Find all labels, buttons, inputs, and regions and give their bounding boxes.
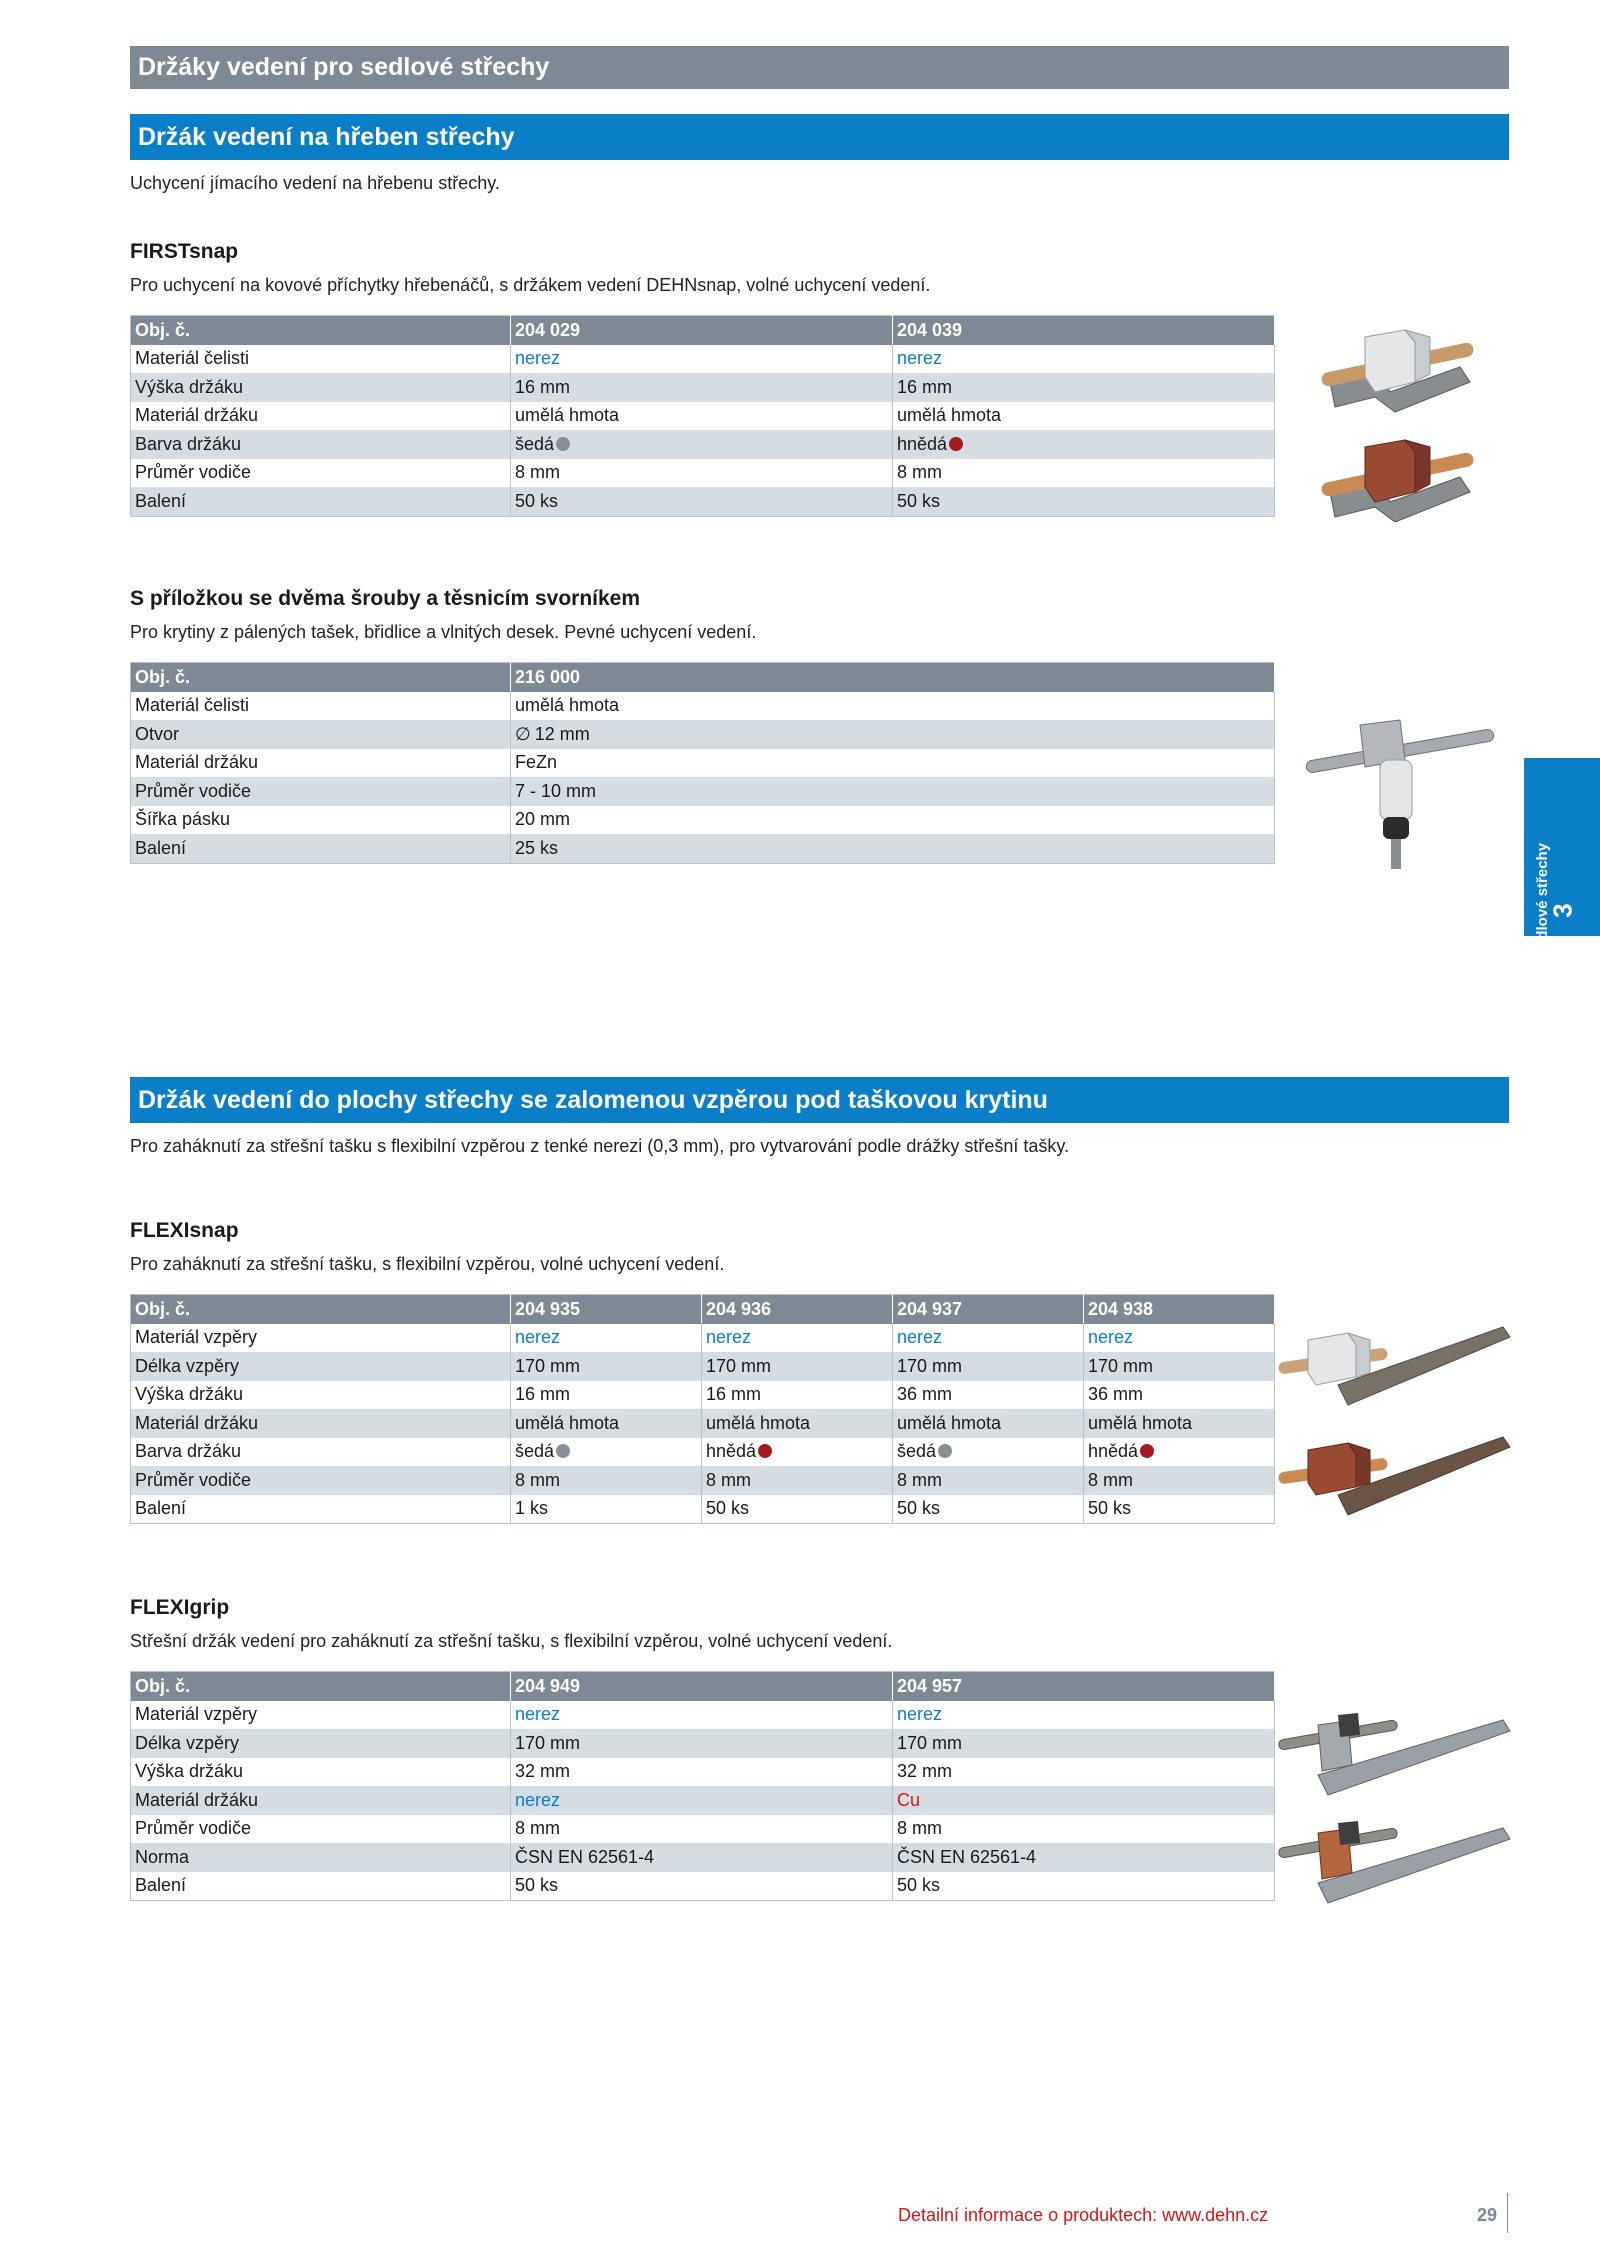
header-cell: 204 029 [511, 316, 893, 345]
cell: 8 mm [893, 459, 1275, 488]
cell: 50 ks [893, 487, 1275, 516]
row-label: Průměr vodiče [131, 1815, 511, 1844]
table-row [131, 1409, 1275, 1438]
header-cell: 216 000 [511, 663, 1275, 692]
cell [893, 430, 1275, 459]
cell: 32 mm [511, 1758, 893, 1787]
table-row [131, 430, 1275, 459]
cell: 25 ks [511, 834, 1275, 863]
cell: nerez [511, 1786, 893, 1815]
firstsnap-desc: Pro uchycení na kovové příchytky hřebenáčů, s držákem vedení DEHNsnap, volné uchycení vedení. [130, 275, 931, 295]
cell: ČSN EN 62561-4 [893, 1843, 1275, 1872]
table-row [131, 345, 1275, 374]
color-text: hnědá [1088, 1441, 1139, 1462]
header-cell: 204 949 [511, 1672, 893, 1701]
cell: Cu [893, 1786, 1275, 1815]
row-label: Výška držáku [131, 1381, 511, 1410]
clamp-product-image [1305, 705, 1495, 875]
grey-flexisnap-illustration [1278, 1327, 1510, 1405]
table-row [131, 1786, 1275, 1815]
table-row [131, 1758, 1275, 1787]
cell: umělá hmota [511, 1409, 702, 1438]
cell: umělá hmota [511, 402, 893, 431]
flexisnap-table [130, 1294, 1275, 1524]
cell: 170 mm [702, 1352, 893, 1381]
flexisnap-desc: Pro zaháknutí za střešní tašku, s flexibilní vzpěrou, volné uchycení vedení. [130, 1254, 725, 1274]
footer-link[interactable]: Detailní informace o produktech: www.dehn.cz [898, 2205, 1269, 2225]
header-cell: 204 937 [893, 1295, 1084, 1324]
table-row [131, 692, 1275, 721]
header-cell: 204 039 [893, 316, 1275, 345]
table-row [131, 1815, 1275, 1844]
row-label: Délka vzpěry [131, 1352, 511, 1381]
flexigrip-desc: Střešní držák vedení pro zaháknutí za střešní tašku, s flexibilní vzpěrou, volné uchycení vedení. [130, 1631, 893, 1651]
row-label: Výška držáku [131, 1758, 511, 1787]
row-label: Materiál čelisti [131, 345, 511, 374]
cell: umělá hmota [1084, 1409, 1275, 1438]
cell [511, 1438, 702, 1467]
row-label: Délka vzpěry [131, 1729, 511, 1758]
table-row [131, 402, 1275, 431]
cell: nerez [702, 1324, 893, 1353]
cell: 1 ks [511, 1495, 702, 1524]
brown-flexisnap-illustration [1278, 1437, 1510, 1515]
color-text: šedá [515, 1441, 555, 1462]
grey-holder-illustration [1320, 330, 1475, 412]
copper-flexigrip-illustration [1278, 1821, 1510, 1903]
table-header-row [131, 663, 1275, 692]
cell: 50 ks [1084, 1495, 1275, 1524]
brown-color-dot-icon [1140, 1444, 1154, 1458]
cell: 8 mm [511, 1466, 702, 1495]
cell: 50 ks [702, 1495, 893, 1524]
cell: 170 mm [511, 1729, 893, 1758]
table-row [131, 1324, 1275, 1353]
row-label: Materiál držáku [131, 402, 511, 431]
row-label: Materiál vzpěry [131, 1324, 511, 1353]
cell: nerez [511, 345, 893, 374]
clamp-table [130, 662, 1275, 864]
color-text: hnědá [897, 433, 948, 454]
footer-divider [1507, 2193, 1508, 2233]
cell: umělá hmota [702, 1409, 893, 1438]
header-cell: 204 938 [1084, 1295, 1275, 1324]
table-row [131, 834, 1275, 863]
row-label: Balení [131, 834, 511, 863]
row-label: Průměr vodiče [131, 1466, 511, 1495]
grey-color-dot-icon [556, 1444, 570, 1458]
chapter-label: Sedlové střechy [1534, 842, 1551, 958]
cell: 20 mm [511, 806, 1275, 835]
cell: 16 mm [511, 1381, 702, 1410]
color-text: hnědá [706, 1441, 757, 1462]
cell: 32 mm [893, 1758, 1275, 1787]
table-header-row [131, 316, 1275, 345]
firstsnap-table [130, 315, 1275, 517]
cell: 170 mm [893, 1729, 1275, 1758]
cell: 170 mm [893, 1352, 1084, 1381]
cell: 50 ks [893, 1872, 1275, 1901]
flexisnap-title: FLEXIsnap [130, 1219, 239, 1242]
cell [511, 720, 1275, 749]
row-label: Šířka pásku [131, 806, 511, 835]
table-row [131, 777, 1275, 806]
header-cell: 204 936 [702, 1295, 893, 1324]
cell: 16 mm [702, 1381, 893, 1410]
flat-intro: Pro zaháknutí za střešní tašku s flexibilní vzpěrou z tenké nerezi (0,3 mm), pro vytvarování podle drážky střešní tašky. [130, 1136, 1070, 1156]
header-cell: 204 957 [893, 1672, 1275, 1701]
cell: 50 ks [511, 487, 893, 516]
table-row [131, 373, 1275, 402]
table-header-row [131, 1295, 1275, 1324]
cell [511, 430, 893, 459]
color-text: šedá [515, 433, 555, 454]
firstsnap-title: FIRSTsnap [130, 240, 239, 263]
row-label: Průměr vodiče [131, 777, 511, 806]
row-label: Průměr vodiče [131, 459, 511, 488]
cell: 8 mm [511, 1815, 893, 1844]
cell: nerez [893, 1701, 1275, 1730]
cell: 36 mm [893, 1381, 1084, 1410]
firstsnap-product-image [1320, 312, 1490, 522]
header-cell: Obj. č. [131, 663, 511, 692]
color-text: šedá [897, 1441, 937, 1462]
cell: 8 mm [1084, 1466, 1275, 1495]
flexigrip-title: FLEXIgrip [130, 1596, 230, 1619]
header-cell: Obj. č. [131, 1295, 511, 1324]
cell [893, 1438, 1084, 1467]
diameter-icon: ∅ [515, 723, 531, 744]
brown-holder-illustration [1320, 440, 1475, 522]
row-label: Barva držáku [131, 1438, 511, 1467]
table-row [131, 1495, 1275, 1524]
section-title: Držáky vedení pro sedlové střechy [130, 46, 1509, 89]
cell: ČSN EN 62561-4 [511, 1843, 893, 1872]
cell: 170 mm [511, 1352, 702, 1381]
grey-color-dot-icon [938, 1444, 952, 1458]
table-row [131, 1466, 1275, 1495]
header-cell: Obj. č. [131, 316, 511, 345]
cell: 8 mm [702, 1466, 893, 1495]
table-header-row [131, 1672, 1275, 1701]
table-row [131, 1843, 1275, 1872]
flexigrip-product-image [1278, 1695, 1514, 1910]
cell: 16 mm [893, 373, 1275, 402]
chapter-side-tab [1524, 758, 1600, 958]
flexigrip-table [130, 1671, 1275, 1901]
clamp-title: S příložkou se dvěma šrouby a těsnicím svorníkem [130, 587, 641, 610]
row-label: Materiál držáku [131, 1786, 511, 1815]
cell: nerez [893, 345, 1275, 374]
cell: FeZn [511, 749, 1275, 778]
grey-color-dot-icon [556, 437, 570, 451]
cell: 7 - 10 mm [511, 777, 1275, 806]
cell: nerez [511, 1701, 893, 1730]
clamp-desc: Pro krytiny z pálených tašek, břidlice a vlnitých desek. Pevné uchycení vedení. [130, 622, 757, 642]
cell: umělá hmota [511, 692, 1275, 721]
cell: 50 ks [511, 1872, 893, 1901]
cell: umělá hmota [893, 1409, 1084, 1438]
row-label: Balení [131, 1495, 511, 1524]
ridge-title: Držák vedení na hřeben střechy [130, 114, 1509, 160]
table-row [131, 749, 1275, 778]
table-row [131, 806, 1275, 835]
row-label: Materiál vzpěry [131, 1701, 511, 1730]
table-row [131, 1701, 1275, 1730]
flat-title: Držák vedení do plochy střechy se zalomenou vzpěrou pod taškovou krytinu [130, 1077, 1509, 1123]
table-row [131, 1352, 1275, 1381]
row-label: Balení [131, 487, 511, 516]
cell: nerez [511, 1324, 702, 1353]
table-row [131, 1729, 1275, 1758]
cell: umělá hmota [893, 402, 1275, 431]
cell: nerez [1084, 1324, 1275, 1353]
table-row [131, 459, 1275, 488]
row-label: Výška držáku [131, 373, 511, 402]
row-label: Materiál držáku [131, 1409, 511, 1438]
cell: 36 mm [1084, 1381, 1275, 1410]
table-row [131, 720, 1275, 749]
cell: 170 mm [1084, 1352, 1275, 1381]
brown-color-dot-icon [949, 437, 963, 451]
cell: 8 mm [511, 459, 893, 488]
header-cell: 204 935 [511, 1295, 702, 1324]
cell: 8 mm [893, 1815, 1275, 1844]
cell: 8 mm [893, 1466, 1084, 1495]
row-label: Otvor [131, 720, 511, 749]
flexisnap-product-image [1278, 1315, 1514, 1535]
cell: 50 ks [893, 1495, 1084, 1524]
table-row [131, 1872, 1275, 1901]
ridge-intro: Uchycení jímacího vedení na hřebenu střechy. [130, 173, 500, 193]
cell-value: 12 mm [534, 723, 590, 744]
row-label: Barva držáku [131, 430, 511, 459]
brown-color-dot-icon [758, 1444, 772, 1458]
row-label: Materiál držáku [131, 749, 511, 778]
table-row [131, 487, 1275, 516]
cell: 16 mm [511, 373, 893, 402]
page-number: 29 [1477, 2205, 1498, 2225]
cell [702, 1438, 893, 1467]
chapter-number: 3 [1547, 903, 1578, 918]
table-row [131, 1381, 1275, 1410]
table-row [131, 1438, 1275, 1467]
stainless-flexigrip-illustration [1278, 1713, 1510, 1795]
cell: nerez [893, 1324, 1084, 1353]
row-label: Balení [131, 1872, 511, 1901]
row-label: Materiál čelisti [131, 692, 511, 721]
row-label: Norma [131, 1843, 511, 1872]
cell [1084, 1438, 1275, 1467]
header-cell: Obj. č. [131, 1672, 511, 1701]
